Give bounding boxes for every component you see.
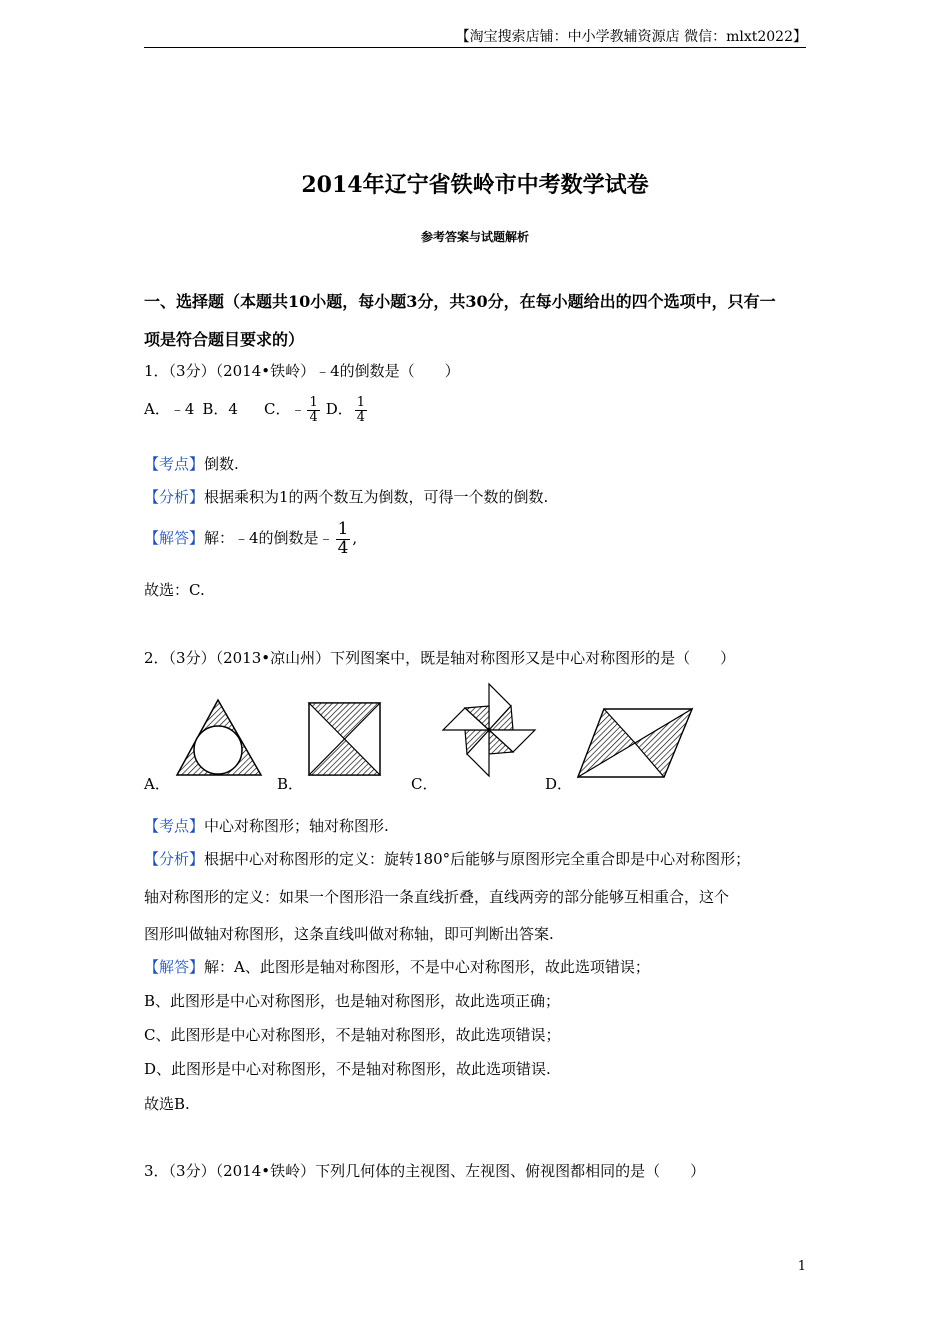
q2-jieda-label: 【解答】 [144, 958, 205, 976]
q2-figure-a-triangle-circle [177, 700, 261, 775]
q2-option-c-label: C． [411, 775, 438, 793]
q1-stem: 1．（3分）（2014•铁岭）﹣4的倒数是（ ） [144, 362, 460, 380]
q2-fenxi-line3: 图形叫做轴对称图形，这条直线叫做对称轴，即可判断出答案. [144, 925, 554, 943]
q2-fenxi-label: 【分析】 [144, 850, 205, 868]
q2-fenxi-line2: 轴对称图形的定义：如果一个图形沿一条直线折叠，直线两旁的部分能够互相重合，这个 [144, 888, 730, 906]
page-title: 2014年辽宁省铁岭市中考数学试卷 [301, 172, 649, 198]
page-subtitle: 参考答案与试题解析 [420, 230, 529, 244]
q2-option-b-label: B． [277, 775, 304, 793]
q2-kaodian-text: 中心对称图形；轴对称图形. [204, 817, 389, 835]
q2-jieda-line1: 解：A、此图形是轴对称图形，不是中心对称图形，故此选项错误； [204, 958, 650, 976]
section-heading-line1: 一、选择题（本题共10小题，每小题3分，共30分，在每小题给出的四个选项中，只有一 [144, 292, 776, 311]
q2-stem: 2．（3分）（2013•凉山州）下列图案中，既是轴对称图形又是中心对称图形的是（ ） [144, 649, 736, 667]
q1-option-d: D． $\frac{1}{4}$ [325, 395, 366, 425]
q2-figure-b-square-hourglass [309, 703, 380, 775]
q2-figure-c-pinwheel [443, 684, 535, 776]
q1-jieda: 【解答】解：﹣4的倒数是﹣ $\frac{1}{4}$ , [144, 519, 358, 558]
q1-kaodian-text: 倒数. [204, 455, 239, 473]
q1-jieda-text: 解：﹣4的倒数是﹣ [204, 529, 334, 547]
q3-stem: 3．（3分）（2014•铁岭）下列几何体的主视图、左视图、俯视图都相同的是（ ） [144, 1162, 706, 1180]
q1-answer: 故选：C. [144, 581, 205, 599]
q2-option-a-label: A． [144, 775, 170, 793]
q2-jieda-line3: C、此图形是中心对称图形，不是轴对称图形，故此选项错误； [144, 1026, 561, 1044]
q1-fenxi-text: 根据乘积为1的两个数互为倒数，可得一个数的倒数. [204, 488, 549, 506]
q2-fenxi-line1: 根据中心对称图形的定义：旋转180°后能够与原图形完全重合即是中心对称图形； [204, 850, 751, 868]
q2-figure-d-parallelogram [578, 709, 692, 777]
q2-option-d-label: D． [545, 775, 573, 793]
page-number: 1 [797, 1259, 806, 1274]
q2-answer: 故选B. [144, 1095, 190, 1113]
q2-jieda-line4: D、此图形是中心对称图形，不是轴对称图形，故此选项错误. [144, 1060, 551, 1078]
q1-option-b: B．4 [202, 400, 238, 418]
q1-jieda-label: 【解答】 [144, 529, 205, 547]
q1-jieda-fraction: $\frac{1}{4}$ [337, 519, 349, 558]
q1-option-d-fraction: $\frac{1}{4}$ [356, 395, 366, 425]
q2-jieda-line2: B、此图形是中心对称图形，也是轴对称图形，故此选项正确； [144, 992, 561, 1010]
q1-option-c-fraction: $\frac{1}{4}$ [309, 395, 318, 425]
q2-kaodian-label: 【考点】 [144, 817, 205, 835]
section-heading-line2: 项是符合题目要求的） [144, 330, 305, 349]
q1-fenxi-label: 【分析】 [144, 488, 205, 506]
header-shop-info: 【淘宝搜索店铺：中小学教辅资源店 微信：mlxt2022】 [455, 29, 807, 45]
q1-option-c: C．﹣ $\frac{1}{4}$ [263, 395, 318, 425]
q2-kaodian [144, 815, 389, 836]
q1-kaodian-label: 【考点】 [144, 455, 205, 473]
q2-jieda [144, 956, 650, 977]
q2-fenxi [144, 848, 750, 869]
q1-option-a: A．﹣4 [144, 400, 195, 418]
